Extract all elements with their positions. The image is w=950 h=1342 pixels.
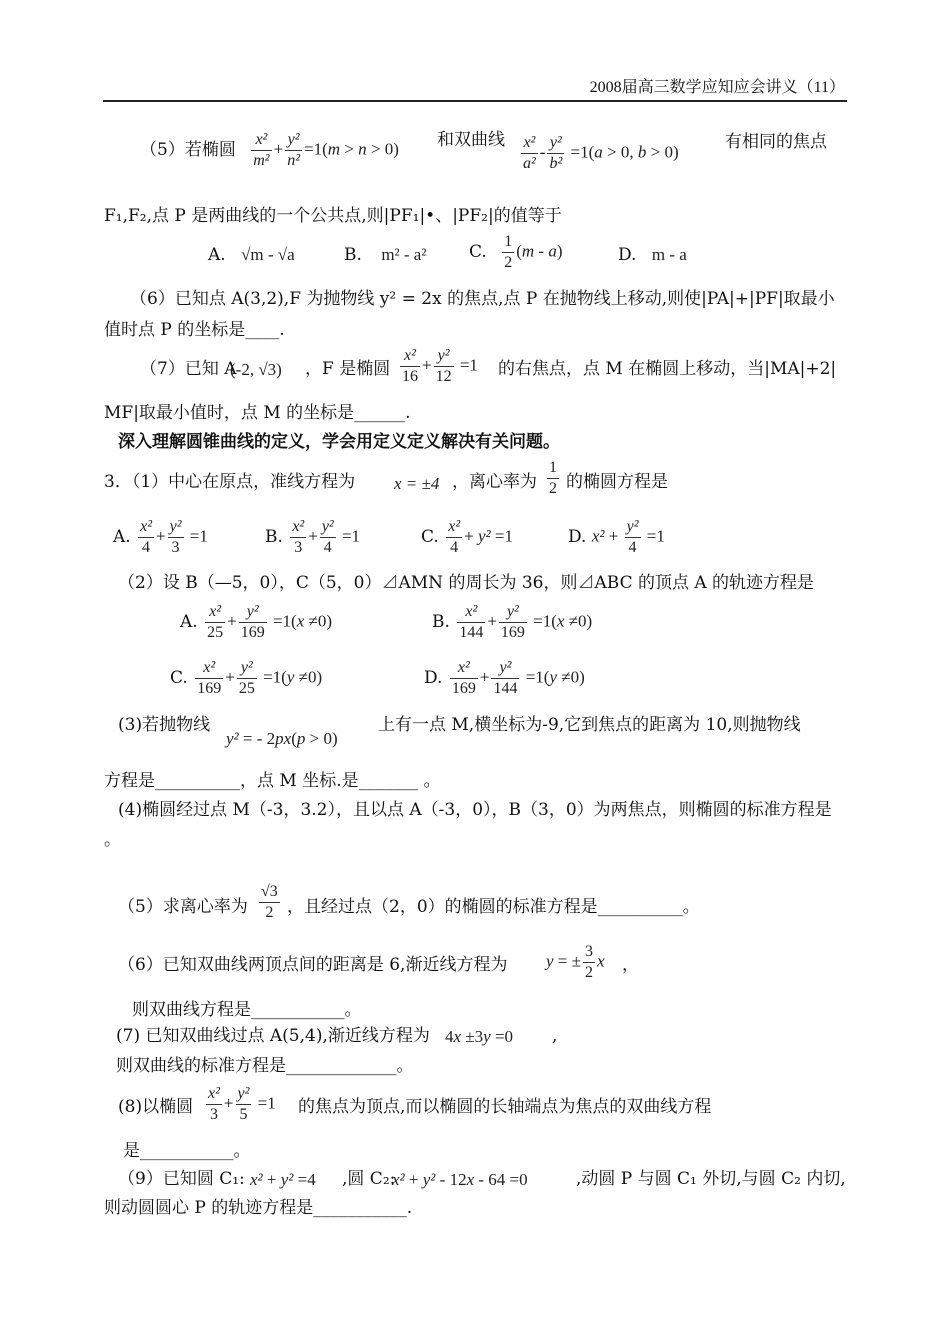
q2-5-line2: F₁,F₂,点 P 是两曲线的一个公共点,则|PF₁|•、|PF₂|的值等于	[104, 206, 562, 226]
option-c-label: C.	[170, 668, 188, 688]
option-d-formula: m - a	[651, 245, 687, 264]
q3-1-tail: 的椭圆方程是	[566, 472, 668, 492]
q2-5-mid: 和双曲线	[437, 130, 505, 150]
q2-5-lead: （5）若椭圆	[140, 140, 236, 160]
q3-8-lead: (8)以椭圆	[118, 1097, 194, 1117]
option-b-formula: $\frac{\text{x²}}{3}$ + $\frac{\text{y²}}{4}$ =1	[292, 518, 361, 556]
q3-8-ellipse: $\frac{\text{x²}}{3}$ + $\frac{\text{y²}}{5}$ =1	[208, 1085, 276, 1123]
q2-7-mid: ，F 是椭圆	[305, 359, 391, 379]
q2-6-line1: （6）已知点 A(3,2),F 为抛物线 y² = 2x 的焦点,点 P 在抛物线上移动,则使|PA|+|PF|取最小	[130, 289, 835, 309]
q3-4-line2: 。	[104, 830, 121, 850]
q3-1-option-c	[421, 517, 513, 558]
q2-5-hyperbola: $\frac{\text{x²}}{\text{a²}}$ - $\frac{\text{y²}}{\text{b²}}$ =1(a > 0, b > 0)	[523, 134, 679, 172]
option-d-label: D.	[618, 245, 637, 265]
header-rule	[103, 100, 847, 102]
q3-9-tail: ,动圆 P 与圆 C₁ 外切,与圆 C₂ 内切,	[576, 1169, 846, 1189]
option-a-label: A.	[180, 612, 198, 632]
option-c-formula: $\frac{\text{x²}}{4}$ + y² =1	[448, 518, 513, 556]
q3-1-option-b	[265, 517, 360, 558]
q3-3-lead: (3)若抛物线	[118, 715, 211, 735]
option-a-formula: $\frac{\text{x²}}{25}$ + $\frac{\text{y²}}{169}$ =1(x ≠0)	[207, 603, 332, 641]
q3-4-line1: (4)椭圆经过点 M（-3，3.2），且以点 A（-3，0），B（3，0）为两焦点，则椭圆的标准方程是	[118, 800, 832, 820]
q3-1-ecc: $\frac{1}{2}$	[549, 459, 557, 497]
q3-7-line2: 则双曲线的标准方程是_____________。	[116, 1056, 414, 1076]
section-title: 深入理解圆锥曲线的定义，学会用定义定义解决有关问题。	[118, 432, 560, 452]
q3-5-tail: ，且经过点（2，0）的椭圆的标准方程是__________。	[287, 897, 700, 917]
option-b-label: B.	[265, 527, 283, 547]
q3-1-mid: ，离心率为	[452, 472, 537, 492]
page-header: 2008届高三数学应知应会讲义（11）	[589, 79, 845, 96]
option-c-label: C.	[469, 242, 487, 262]
q3-1-lead: 3．（1）中心在原点，准线方程为	[104, 472, 356, 492]
q3-3-tail: 上有一点 M,横坐标为-9,它到焦点的距离为 10,则抛物线	[378, 715, 801, 735]
q2-5-ellipse: $\frac{\text{x²}}{\text{m²}}$ + $\frac{\text{y²}}{\text{n²}}$ =1(m > n > 0)	[253, 131, 399, 169]
option-d-label: D.	[568, 527, 587, 547]
q3-8-tail: 的焦点为顶点,而以椭圆的长轴端点为焦点的双曲线方程	[298, 1097, 712, 1117]
q3-9-c2: x² + y² - 12x - 64 =0	[392, 1170, 528, 1190]
option-b-label: B.	[344, 245, 362, 265]
q3-2-line1: （2）设 B（—5，0），C（5，0）⊿AMN 的周长为 36，则⊿ABC 的顶点 A 的轨迹方程是	[118, 573, 815, 593]
q3-7-lead: (7) 已知双曲线过点 A(5,4),渐近线方程为	[116, 1026, 430, 1046]
option-c	[469, 232, 563, 273]
q3-5-ecc: $\frac{√3}{2}$	[261, 883, 278, 921]
option-b-formula: m² - a²	[381, 245, 427, 264]
q2-6-line2: 值时点 P 的坐标是____.	[104, 320, 285, 340]
q3-6-asym: y = ± $\frac{3}{2}$ x	[546, 943, 605, 981]
q2-5-line1	[140, 130, 399, 171]
q2-5-tail: 有相同的焦点	[725, 132, 827, 152]
q3-9-c1: x² + y² =4	[250, 1170, 316, 1190]
q2-7-tail: 的右焦点，点 M 在椭圆上移动，当|MA|+2|	[498, 359, 837, 379]
q3-7-asym: 4x ±3y =0	[445, 1027, 514, 1047]
option-b-formula: $\frac{\text{x²}}{144}$ + $\frac{\text{y²}}{169}$ =1(x ≠0)	[459, 603, 593, 641]
option-a-label: A.	[208, 245, 226, 265]
q3-9-lead: （9）已知圆 C₁:	[118, 1169, 245, 1189]
option-b-label: B.	[432, 612, 450, 632]
option-c-formula: $\frac{\text{x²}}{169}$ + $\frac{\text{y²}}{25}$ =1(y ≠0)	[197, 659, 323, 697]
q3-1-directrix: x = ±4	[394, 474, 440, 493]
q3-2-option-d	[424, 658, 585, 699]
q2-7-lead: （7）已知 A	[140, 359, 237, 379]
option-d	[618, 245, 687, 265]
q3-9-line2: 则动圆圆心 P 的轨迹方程是___________.	[104, 1198, 413, 1218]
q3-8-line2: 是___________。	[123, 1141, 251, 1161]
q2-7-ellipse: $\frac{\text{x²}}{16}$ + $\frac{\text{y²}}{12}$ =1	[402, 347, 478, 385]
q2-7-line2: MF|取最小值时，点 M 的坐标是______.	[104, 403, 411, 423]
option-b	[344, 245, 426, 265]
q2-7-point: (-2, √3)	[230, 360, 282, 379]
q3-9-mid: ,圆 C₂:	[342, 1169, 396, 1189]
q3-2-option-b	[432, 602, 592, 643]
option-c-formula: $\frac{1}{2}$ (m - a)	[504, 233, 563, 271]
option-a-formula: $\frac{\text{x²}}{4}$ + $\frac{\text{y²}}{3}$ =1	[140, 518, 208, 556]
option-a-label: A.	[113, 527, 131, 547]
q3-2-option-c	[170, 658, 322, 699]
q3-3-parabola: y² = - 2px(p > 0)	[226, 729, 338, 749]
option-a-formula: √m - √a	[241, 245, 295, 264]
q2-5-options	[208, 245, 295, 265]
q3-7-tail: ,	[552, 1026, 558, 1046]
q3-1-option-a	[113, 517, 208, 558]
option-d-formula: $\frac{\text{x²}}{169}$ + $\frac{\text{y²}}{144}$ =1(y ≠0)	[451, 659, 585, 697]
q3-6-lead: （6）已知双曲线两顶点间的距离是 6,渐近线方程为	[118, 955, 508, 975]
q3-6-tail: ，	[622, 955, 639, 975]
option-d-label: D.	[424, 668, 443, 688]
q3-6-line2: 则双曲线方程是___________。	[132, 1000, 362, 1020]
q3-3-line2: 方程是__________，点 M 坐标.是_______ 。	[104, 771, 441, 791]
option-d-formula: x² + $\frac{\text{y²}}{4}$ =1	[591, 518, 665, 556]
option-c-label: C.	[421, 527, 439, 547]
q3-1-option-d	[568, 517, 665, 558]
q3-5-lead: （5）求离心率为	[118, 897, 248, 917]
q3-2-option-a	[180, 602, 332, 643]
